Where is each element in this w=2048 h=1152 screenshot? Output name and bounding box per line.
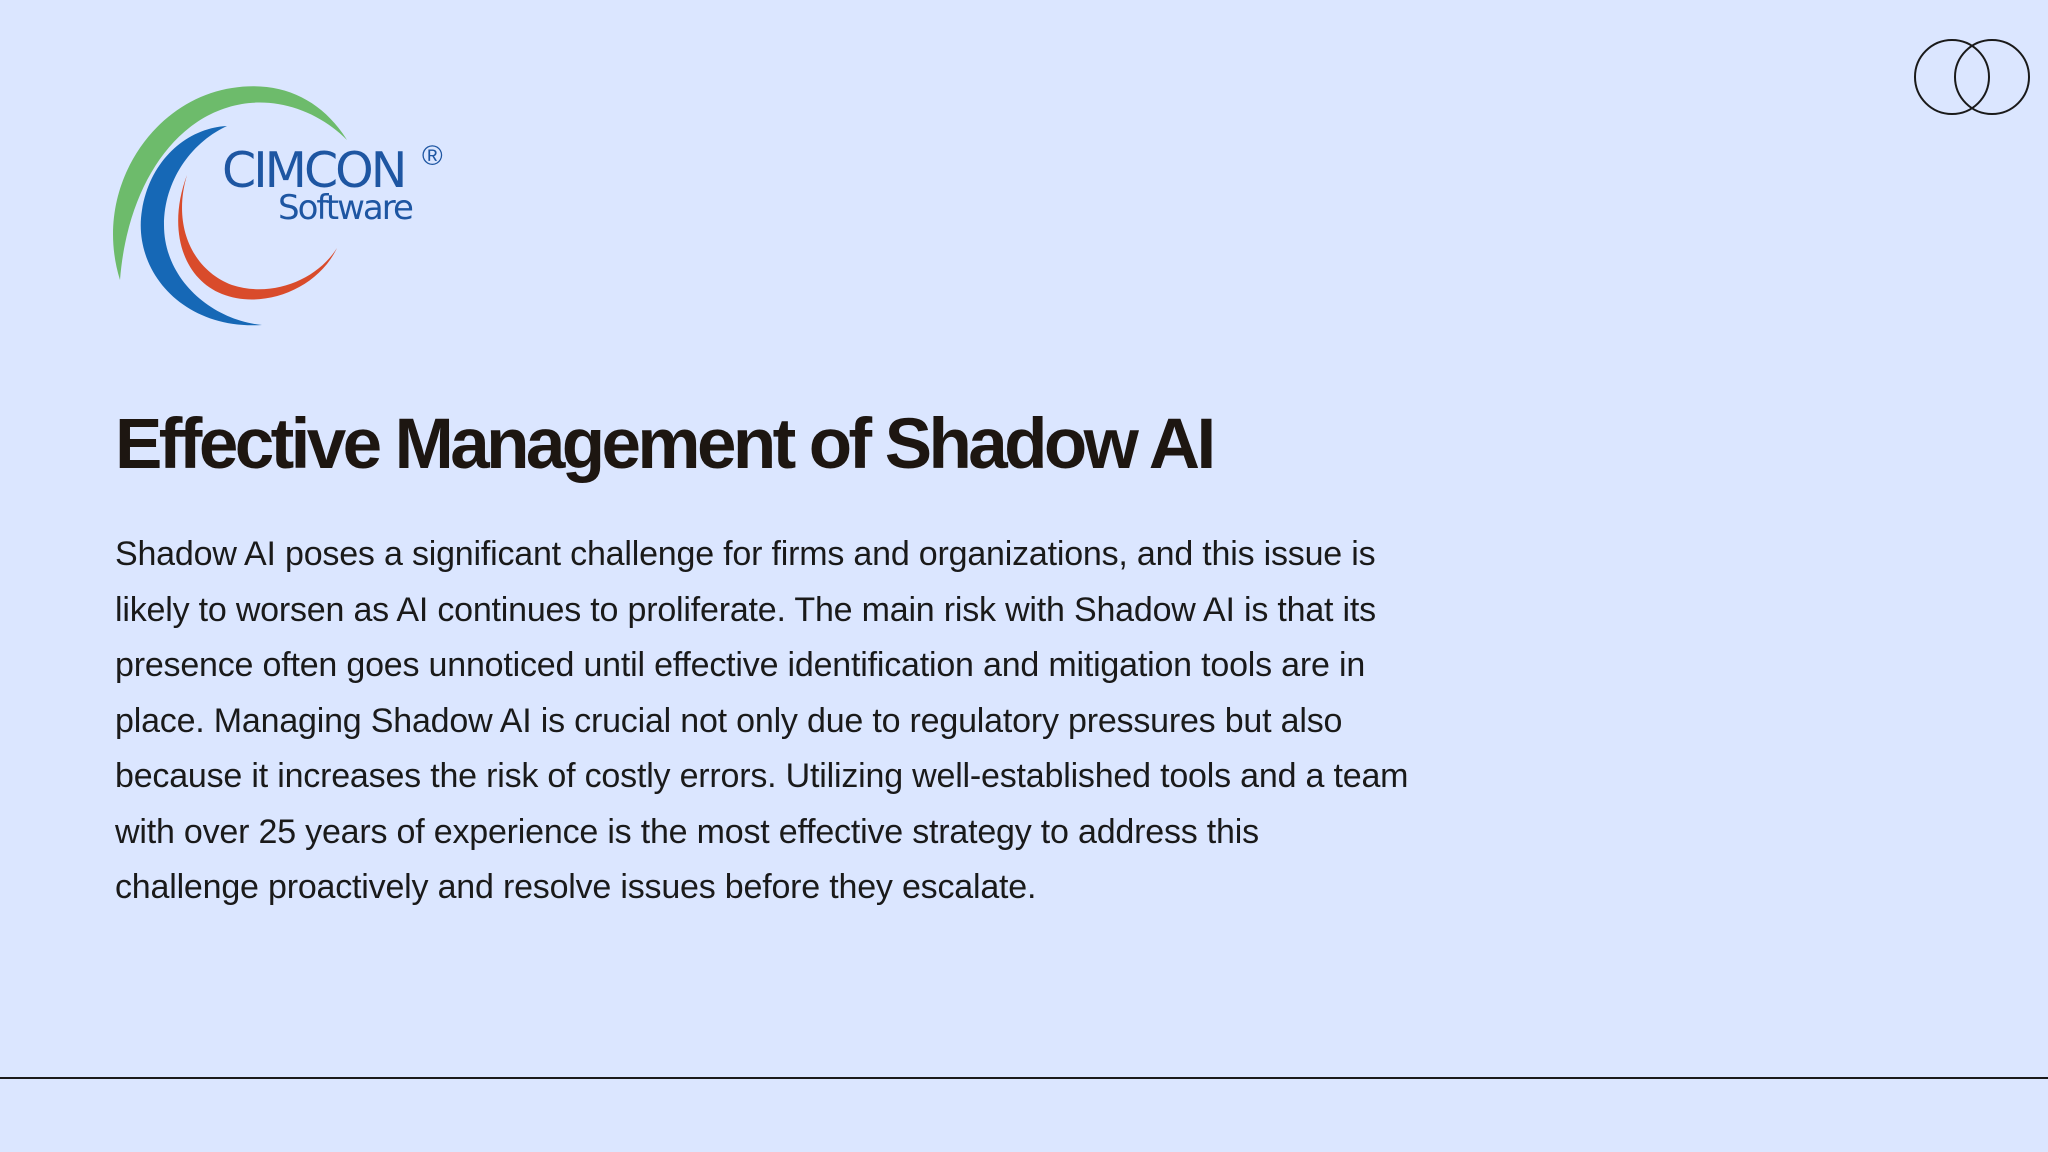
paragraph-line: likely to worsen as AI continues to proliferate. The main risk with Shadow AI is that its	[115, 590, 1376, 629]
logo-registered-mark: ®	[422, 140, 443, 171]
paragraph-line: challenge proactively and resolve issues before they escalate.	[115, 868, 1037, 906]
footer-divider	[0, 1077, 2048, 1079]
paragraph-line: with over 25 years of experience is the most effective strategy to address this	[115, 812, 1259, 851]
interlocking-rings-icon	[1914, 36, 2032, 118]
paragraph-line: place. Managing Shadow AI is crucial not only due to regulatory pressures but also	[115, 701, 1343, 740]
body-paragraph	[115, 527, 1555, 916]
page-title: Effective Management of Shadow AI	[115, 405, 1213, 484]
paragraph-line: presence often goes unnoticed until effective identification and mitigation tools are in	[115, 646, 1366, 684]
logo-subtitle: Software	[278, 188, 412, 228]
paragraph-line: Shadow AI poses a significant challenge for firms and organizations, and this issue is	[115, 535, 1376, 573]
logo-name: CIMCON	[222, 142, 405, 199]
paragraph-line: because it increases the risk of costly errors. Utilizing well-established tools and a team	[115, 757, 1409, 795]
company-logo	[112, 80, 452, 340]
